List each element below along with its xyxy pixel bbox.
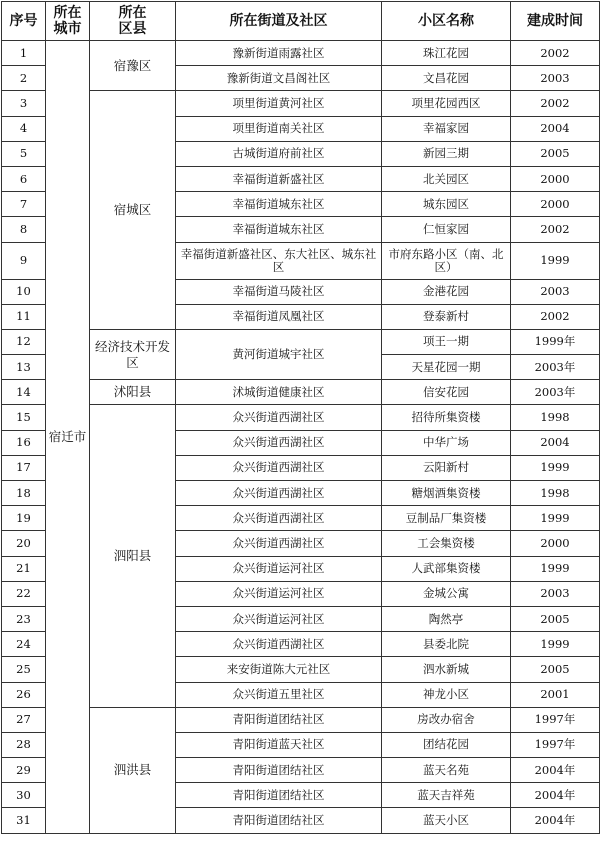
community-name-cell: 云阳新村 — [382, 455, 511, 480]
community-name-cell: 糖烟酒集资楼 — [382, 481, 511, 506]
community-name-cell: 项王一期 — [382, 329, 511, 354]
street-cell: 幸福街道新盛社区 — [176, 166, 382, 191]
street-cell: 众兴街道运河社区 — [176, 606, 382, 631]
row-number: 25 — [2, 657, 46, 682]
street-cell: 项里街道南关社区 — [176, 116, 382, 141]
row-number: 24 — [2, 632, 46, 657]
street-cell: 幸福街道新盛社区、东大社区、城东社区 — [176, 242, 382, 279]
row-number: 12 — [2, 329, 46, 354]
row-number: 16 — [2, 430, 46, 455]
community-name-cell: 县委北院 — [382, 632, 511, 657]
street-cell: 众兴街道五里社区 — [176, 682, 382, 707]
community-name-cell: 泗水新城 — [382, 657, 511, 682]
year-cell: 1999 — [511, 506, 600, 531]
street-cell: 幸福街道凤凰社区 — [176, 304, 382, 329]
row-number: 11 — [2, 304, 46, 329]
community-name-cell: 信安花园 — [382, 380, 511, 405]
year-cell: 2003 — [511, 581, 600, 606]
street-cell: 众兴街道运河社区 — [176, 581, 382, 606]
community-name-cell: 陶然亭 — [382, 606, 511, 631]
street-cell: 项里街道黄河社区 — [176, 91, 382, 116]
header-county — [90, 2, 176, 41]
community-name-cell: 城东园区 — [382, 192, 511, 217]
year-cell: 2003年 — [511, 380, 600, 405]
county-cell: 沭阳县 — [90, 380, 176, 405]
street-cell: 幸福街道马陵社区 — [176, 279, 382, 304]
year-cell: 2002 — [511, 91, 600, 116]
row-number: 15 — [2, 405, 46, 430]
street-cell: 众兴街道西湖社区 — [176, 506, 382, 531]
street-cell: 青阳街道团结社区 — [176, 758, 382, 783]
county-cell: 泗洪县 — [90, 707, 176, 833]
community-name-cell: 团结花园 — [382, 732, 511, 757]
community-name-cell: 蓝天小区 — [382, 808, 511, 833]
community-name-cell: 招待所集资楼 — [382, 405, 511, 430]
header-county-line1: 所在 — [118, 5, 147, 21]
header-city-line2: 城市 — [53, 21, 82, 37]
community-name-cell: 金城公寓 — [382, 581, 511, 606]
header-no: 序号 — [2, 2, 46, 41]
row-number: 3 — [2, 91, 46, 116]
table-body — [2, 41, 600, 834]
street-cell: 沭城街道健康社区 — [176, 380, 382, 405]
year-cell: 1999年 — [511, 329, 600, 354]
community-name-cell: 工会集资楼 — [382, 531, 511, 556]
row-number: 1 — [2, 41, 46, 66]
row-number: 6 — [2, 166, 46, 191]
community-name-cell: 人武部集资楼 — [382, 556, 511, 581]
row-number: 13 — [2, 355, 46, 380]
year-cell: 2003年 — [511, 355, 600, 380]
community-name-cell: 北关园区 — [382, 166, 511, 191]
table-row — [2, 405, 600, 430]
street-cell: 众兴街道西湖社区 — [176, 481, 382, 506]
row-number: 8 — [2, 217, 46, 242]
header-county-line2: 区县 — [118, 21, 147, 37]
header-city-line1: 所在 — [53, 5, 82, 21]
row-number: 22 — [2, 581, 46, 606]
year-cell: 2004 — [511, 116, 600, 141]
table-row — [2, 91, 600, 116]
community-name-cell: 项里花园西区 — [382, 91, 511, 116]
row-number: 9 — [2, 242, 46, 279]
community-name-cell: 文昌花园 — [382, 66, 511, 91]
street-cell: 青阳街道团结社区 — [176, 707, 382, 732]
street-cell: 幸福街道城东社区 — [176, 217, 382, 242]
street-cell: 青阳街道蓝天社区 — [176, 732, 382, 757]
header-street: 所在街道及社区 — [176, 2, 382, 41]
row-number: 7 — [2, 192, 46, 217]
street-cell: 众兴街道西湖社区 — [176, 430, 382, 455]
year-cell: 2002 — [511, 41, 600, 66]
street-cell: 众兴街道运河社区 — [176, 556, 382, 581]
community-name-cell: 仁恒家园 — [382, 217, 511, 242]
county-cell: 泗阳县 — [90, 405, 176, 707]
year-cell: 2005 — [511, 657, 600, 682]
year-cell: 1999 — [511, 632, 600, 657]
community-name-cell: 幸福家园 — [382, 116, 511, 141]
row-number: 31 — [2, 808, 46, 833]
year-cell: 1998 — [511, 405, 600, 430]
county-cell: 宿城区 — [90, 91, 176, 330]
year-cell: 1999 — [511, 242, 600, 279]
street-cell: 众兴街道西湖社区 — [176, 632, 382, 657]
row-number: 23 — [2, 606, 46, 631]
row-number: 21 — [2, 556, 46, 581]
year-cell: 1999 — [511, 556, 600, 581]
street-cell: 来安街道陈大元社区 — [176, 657, 382, 682]
year-cell: 1998 — [511, 481, 600, 506]
community-name-cell: 天星花园一期 — [382, 355, 511, 380]
street-cell: 青阳街道团结社区 — [176, 783, 382, 808]
community-name-cell: 市府东路小区（南、北区） — [382, 242, 511, 279]
year-cell: 2001 — [511, 682, 600, 707]
row-number: 30 — [2, 783, 46, 808]
header-name: 小区名称 — [382, 2, 511, 41]
community-name-cell: 豆制品厂集资楼 — [382, 506, 511, 531]
year-cell: 2002 — [511, 304, 600, 329]
city-cell: 宿迁市 — [46, 41, 90, 834]
row-number: 26 — [2, 682, 46, 707]
community-name-cell: 珠江花园 — [382, 41, 511, 66]
table-row — [2, 329, 600, 354]
street-cell: 豫新街道文昌阁社区 — [176, 66, 382, 91]
year-cell: 2004年 — [511, 808, 600, 833]
header-year: 建成时间 — [511, 2, 600, 41]
community-table — [1, 1, 600, 834]
row-number: 19 — [2, 506, 46, 531]
row-number: 2 — [2, 66, 46, 91]
year-cell: 2003 — [511, 66, 600, 91]
year-cell: 2003 — [511, 279, 600, 304]
year-cell: 1997年 — [511, 707, 600, 732]
year-cell: 2000 — [511, 192, 600, 217]
street-cell: 众兴街道西湖社区 — [176, 405, 382, 430]
street-cell: 众兴街道西湖社区 — [176, 531, 382, 556]
row-number: 29 — [2, 758, 46, 783]
year-cell: 2004年 — [511, 783, 600, 808]
row-number: 10 — [2, 279, 46, 304]
year-cell: 2005 — [511, 606, 600, 631]
table-row — [2, 41, 600, 66]
header-city — [46, 2, 90, 41]
year-cell: 2004年 — [511, 758, 600, 783]
street-cell: 幸福街道城东社区 — [176, 192, 382, 217]
year-cell: 2005 — [511, 141, 600, 166]
table-row — [2, 707, 600, 732]
community-name-cell: 蓝天吉祥苑 — [382, 783, 511, 808]
header-row — [2, 2, 600, 41]
community-name-cell: 蓝天名苑 — [382, 758, 511, 783]
row-number: 20 — [2, 531, 46, 556]
community-name-cell: 中华广场 — [382, 430, 511, 455]
street-cell: 古城街道府前社区 — [176, 141, 382, 166]
row-number: 17 — [2, 455, 46, 480]
table-row — [2, 380, 600, 405]
community-name-cell: 房改办宿舍 — [382, 707, 511, 732]
row-number: 28 — [2, 732, 46, 757]
year-cell: 1997年 — [511, 732, 600, 757]
county-cell: 经济技术开发区 — [90, 329, 176, 379]
street-cell: 黄河街道城宇社区 — [176, 329, 382, 379]
street-cell: 众兴街道西湖社区 — [176, 455, 382, 480]
community-name-cell: 神龙小区 — [382, 682, 511, 707]
year-cell: 1999 — [511, 455, 600, 480]
row-number: 4 — [2, 116, 46, 141]
row-number: 14 — [2, 380, 46, 405]
community-name-cell: 新园三期 — [382, 141, 511, 166]
year-cell: 2004 — [511, 430, 600, 455]
row-number: 27 — [2, 707, 46, 732]
street-cell: 青阳街道团结社区 — [176, 808, 382, 833]
year-cell: 2002 — [511, 217, 600, 242]
community-name-cell: 金港花园 — [382, 279, 511, 304]
street-cell: 豫新街道雨露社区 — [176, 41, 382, 66]
row-number: 18 — [2, 481, 46, 506]
year-cell: 2000 — [511, 531, 600, 556]
community-name-cell: 登泰新村 — [382, 304, 511, 329]
row-number: 5 — [2, 141, 46, 166]
year-cell: 2000 — [511, 166, 600, 191]
county-cell: 宿豫区 — [90, 41, 176, 91]
